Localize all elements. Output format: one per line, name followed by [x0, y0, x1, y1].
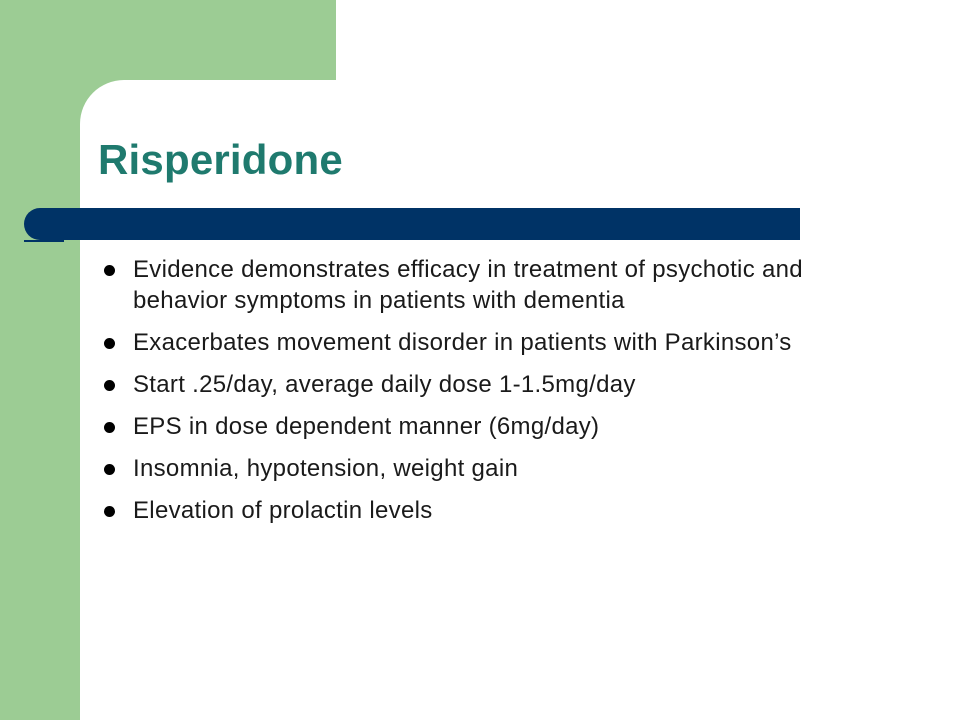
bullet-dot-icon	[104, 506, 115, 517]
bullet-text: Start .25/day, average daily dose 1-1.5mg/day	[133, 371, 636, 398]
bullet-text: EPS in dose dependent manner (6mg/day)	[133, 413, 600, 440]
bullet-item	[104, 411, 824, 442]
bullet-dot-icon	[104, 265, 115, 276]
title-bar-notch	[24, 240, 64, 242]
bullet-text: Evidence demonstrates efficacy in treatment of psychotic and behavior symptoms in patients with dementia	[133, 256, 803, 314]
bullet-item	[104, 254, 824, 316]
bullet-list	[104, 254, 824, 537]
title-underline-bar	[24, 208, 800, 240]
bullet-dot-icon	[104, 380, 115, 391]
bullet-item	[104, 453, 824, 484]
bullet-item	[104, 327, 824, 358]
bullet-dot-icon	[104, 464, 115, 475]
bullet-dot-icon	[104, 338, 115, 349]
bullet-item	[104, 495, 824, 526]
slide-title: Risperidone	[98, 136, 343, 183]
bullet-dot-icon	[104, 422, 115, 433]
bullet-text: Elevation of prolactin levels	[133, 497, 433, 524]
bullet-text: Exacerbates movement disorder in patients with Parkinson’s	[133, 329, 792, 356]
bullet-text: Insomnia, hypotension, weight gain	[133, 455, 519, 482]
bullet-item	[104, 369, 824, 400]
